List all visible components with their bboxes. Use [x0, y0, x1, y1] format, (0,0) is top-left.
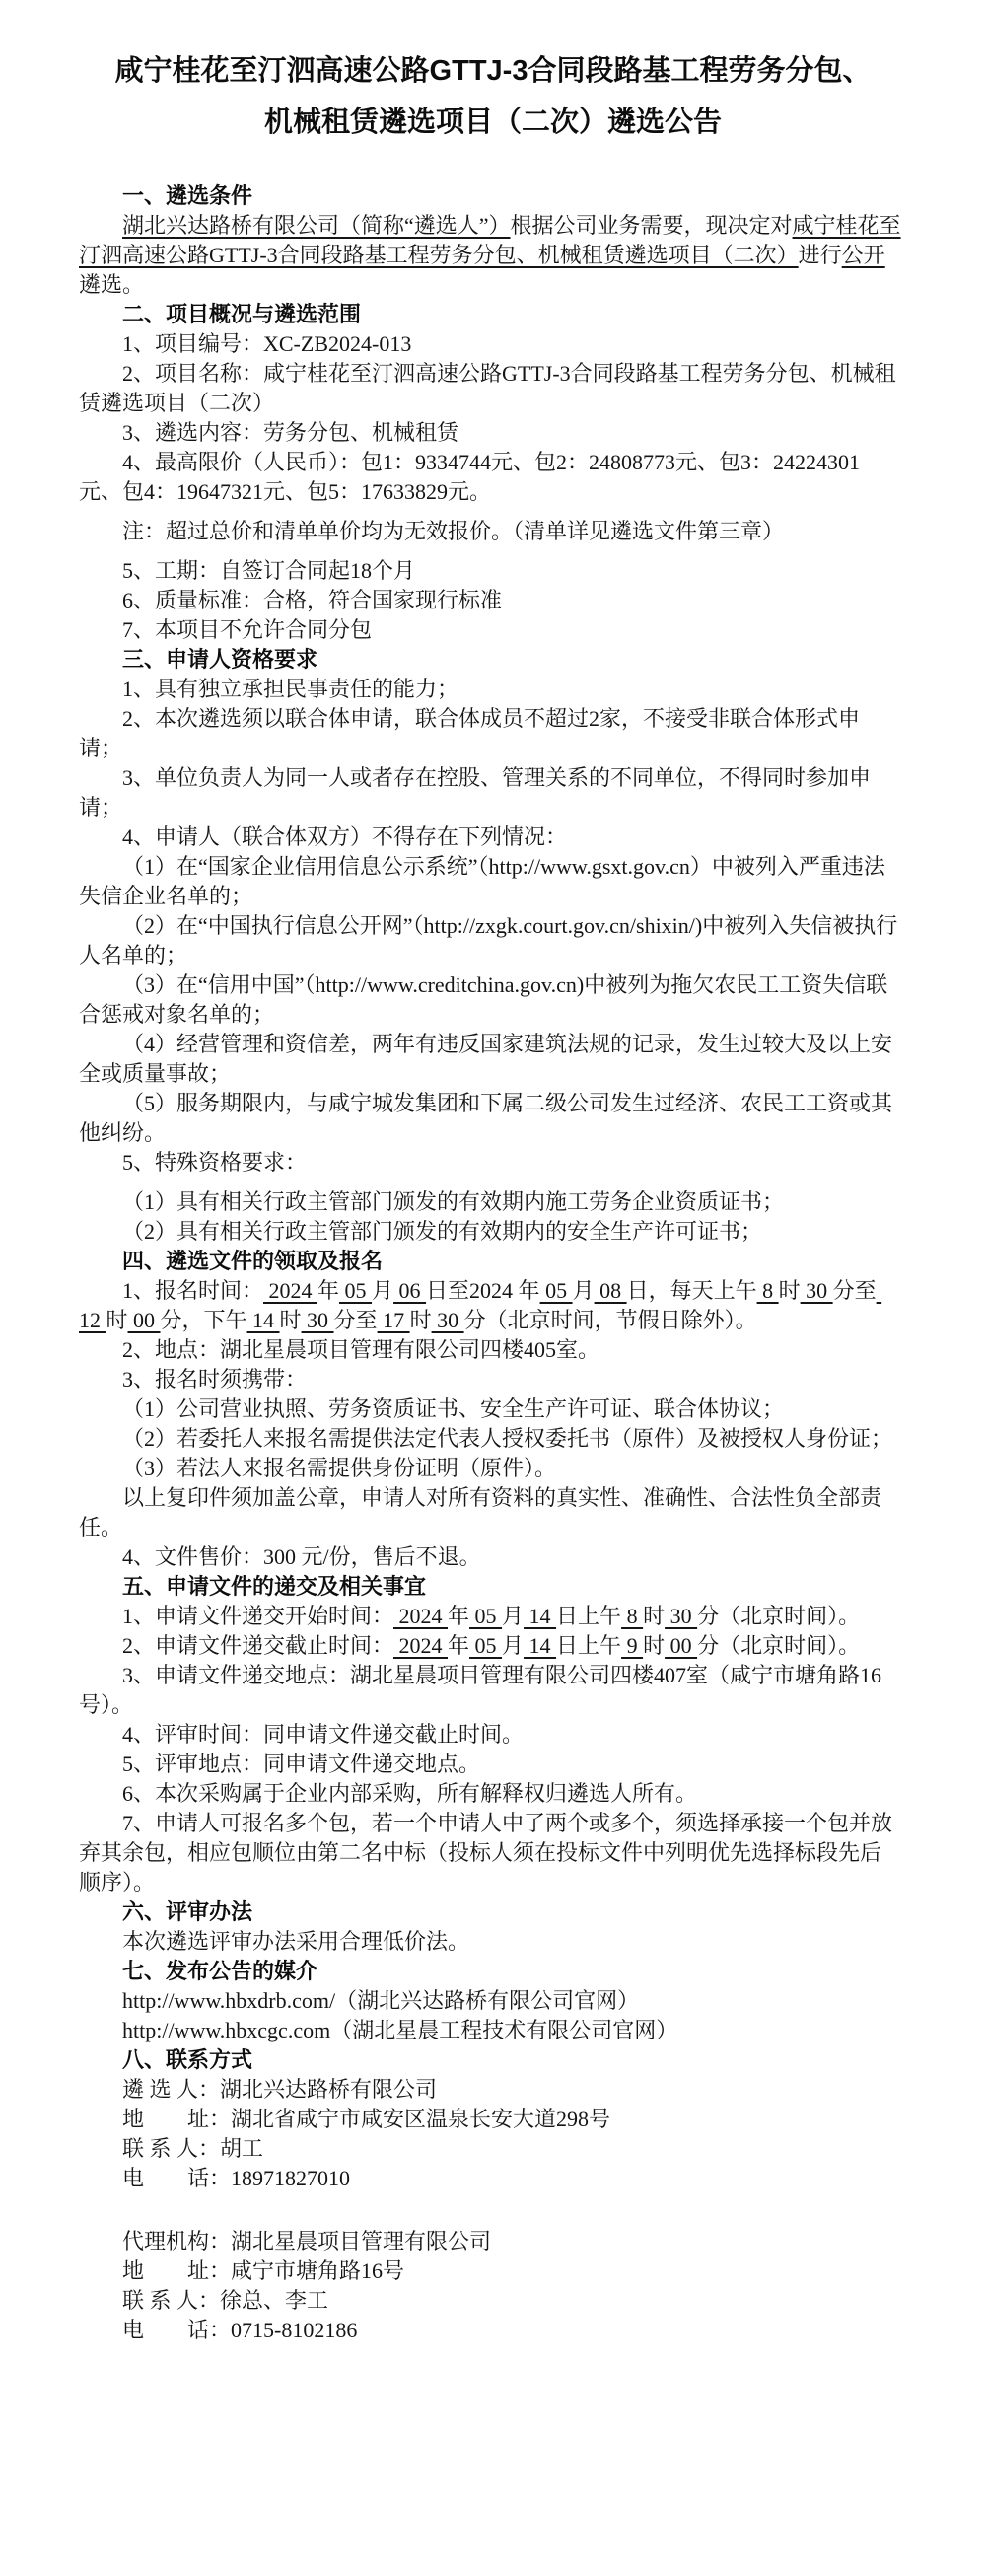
item-project-number	[79, 329, 901, 359]
qualification-item-5-1	[79, 1187, 901, 1217]
text-run: 代理机构：湖北星晨项目管理有限公司	[122, 2229, 492, 2254]
text-run: （4）经营管理和资信差，两年有违反国家建筑法规的记录，发生过较大及以上安全或质量事故；	[79, 1032, 893, 1086]
underlined-text-run: 08	[594, 1278, 627, 1303]
text-run: 遴选。	[79, 272, 145, 297]
document-price	[79, 1542, 901, 1572]
text-run: 5、工期：自签订合同起18个月	[122, 558, 416, 583]
registration-bring-3	[79, 1454, 901, 1483]
contact-selector-phone	[79, 2164, 901, 2193]
text-run: 六、评审办法	[122, 1899, 253, 1924]
registration-place	[79, 1335, 901, 1365]
contact-selector-address	[79, 2105, 901, 2134]
text-run: 以上复印件须加盖公章，申请人对所有资料的真实性、准确性、合法性负全部责任。	[79, 1485, 882, 1539]
section-1-heading	[79, 181, 901, 211]
contact-selector	[79, 2075, 901, 2105]
text-run: 八、联系方式	[122, 2047, 253, 2072]
underlined-text-run: 咸宁桂花至汀泗高速公路GTTJ-3合同段路基工程劳务分包、机械租赁遴选项目（二次）	[79, 213, 901, 267]
text-run: 根据公司业务需要，现决定对	[510, 213, 793, 238]
text-run: （1）公司营业执照、劳务资质证书、安全生产许可证、联合体协议；	[122, 1396, 785, 1421]
underlined-text-run: 2024	[263, 1278, 318, 1303]
text-run: 四、遴选文件的领取及报名	[122, 1249, 384, 1273]
selection-condition-paragraph	[79, 211, 901, 300]
text-run: （3）若法人来报名需提供身份证明（原件）。	[122, 1456, 557, 1480]
text-run: 4、申请人（联合体双方）不得存在下列情况：	[122, 824, 568, 849]
text-run: 时	[778, 1278, 801, 1303]
text-run: 进行	[798, 243, 842, 267]
underlined-text-run: 30	[800, 1278, 833, 1303]
underlined-text-run: 05	[539, 1278, 573, 1303]
text-run: 电 话：0715-8102186	[122, 2318, 358, 2342]
section-2-heading	[79, 300, 901, 329]
underlined-text-run: 06	[393, 1278, 427, 1303]
text-run: 分，下午	[160, 1308, 247, 1332]
text-run: 三、申请人资格要求	[122, 647, 318, 672]
text-run: 5、评审地点：同申请文件递交地点。	[122, 1752, 481, 1776]
qualification-item-4	[79, 823, 901, 852]
text-run: 3、申请文件递交地点：湖北星晨项目管理有限公司四楼407室（咸宁市塘角路16号）。	[79, 1663, 882, 1717]
text-run: 注：超过总价和清单单价均为无效报价。（清单详见遴选文件第三章）	[122, 519, 785, 543]
text-run: 2、地点：湖北星晨项目管理有限公司四楼405室。	[122, 1337, 600, 1362]
section-8-heading	[79, 2045, 901, 2075]
document-body	[0, 148, 986, 2424]
text-run: 联 系 人：徐总、李工	[122, 2288, 329, 2313]
text-run: 时	[409, 1308, 432, 1332]
underlined-text-run: 公开	[841, 243, 885, 267]
underlined-text-run: 14	[246, 1308, 280, 1332]
text-run: 日上午	[556, 1604, 622, 1628]
text-run: 联 系 人：胡工	[122, 2136, 264, 2161]
text-run: 本次遴选评审办法采用合理低价法。	[122, 1929, 470, 1954]
underlined-text-run: 14	[524, 1604, 557, 1628]
item-price-ceiling	[79, 448, 901, 507]
qualification-item-4-3	[79, 970, 901, 1030]
section-6-heading	[79, 1897, 901, 1927]
qualification-item-2	[79, 704, 901, 763]
submit-start-time	[79, 1602, 901, 1631]
qualification-item-1	[79, 675, 901, 704]
text-run: 日上午	[556, 1633, 622, 1658]
item-project-name	[79, 359, 901, 418]
text-run: 分（北京时间）。	[697, 1633, 861, 1658]
text-run: 遴 选 人：湖北兴达路桥有限公司	[122, 2077, 438, 2102]
text-run: 五、申请文件的递交及相关事宜	[122, 1574, 427, 1599]
registration-bring-1	[79, 1395, 901, 1424]
text-run: 月	[502, 1604, 525, 1628]
text-run: 年	[448, 1633, 470, 1658]
qualification-item-4-5	[79, 1089, 901, 1148]
qualification-item-4-1	[79, 852, 901, 911]
text-run: 年	[317, 1278, 340, 1303]
text-run: 七、发布公告的媒介	[122, 1959, 318, 1983]
contact-agency	[79, 2227, 901, 2256]
item-quality-standard	[79, 586, 901, 615]
underlined-text-run: 9	[621, 1633, 644, 1658]
registration-bring-2	[79, 1424, 901, 1454]
text-run: 3、单位负责人为同一人或者存在控股、管理关系的不同单位，不得同时参加申请；	[79, 765, 872, 820]
contact-agency-phone	[79, 2316, 901, 2345]
underlined-text-run: 8	[621, 1604, 644, 1628]
text-run: 分至	[832, 1278, 877, 1303]
section-7-heading	[79, 1957, 901, 1986]
underlined-text-run: 14	[524, 1633, 557, 1658]
text-run: 月	[372, 1278, 394, 1303]
text-run: 1、申请文件递交开始时间：	[122, 1604, 394, 1628]
registration-time	[79, 1276, 901, 1335]
text-run: 4、评审时间：同申请文件递交截止时间。	[122, 1722, 525, 1747]
qualification-item-3	[79, 763, 901, 823]
text-run: 时	[643, 1604, 666, 1628]
underlined-text-run: 30	[301, 1308, 334, 1332]
text-run: 地 址：咸宁市塘角路16号	[122, 2258, 405, 2283]
qualification-item-5	[79, 1148, 901, 1178]
publish-media-url-1	[79, 1986, 901, 2016]
text-run: 年	[448, 1604, 470, 1628]
section-5-heading	[79, 1572, 901, 1602]
text-run: 2、本次遴选须以联合体申请，联合体成员不超过2家，不接受非联合体形式申请；	[79, 706, 861, 760]
review-time	[79, 1720, 901, 1750]
publish-media-url-2	[79, 2016, 901, 2045]
submit-deadline-time	[79, 1631, 901, 1661]
text-run: 4、文件售价：300 元/份，售后不退。	[122, 1544, 481, 1569]
document-title-line-1: 咸宁桂花至汀泗高速公路GTTJ-3合同段路基工程劳务分包、	[114, 55, 872, 87]
underlined-text-run: 05	[469, 1604, 503, 1628]
text-run: 1、项目编号：XC-ZB2024-013	[122, 331, 412, 356]
underlined-text-run: 30	[665, 1604, 698, 1628]
review-method	[79, 1927, 901, 1957]
contact-agency-address	[79, 2256, 901, 2286]
registration-bring	[79, 1365, 901, 1395]
underlined-text-run: 12	[79, 1278, 882, 1332]
qualification-item-5-2	[79, 1217, 901, 1247]
contact-agency-person	[79, 2286, 901, 2316]
text-run: 3、报名时须携带：	[122, 1367, 308, 1392]
qualification-item-4-2	[79, 911, 901, 970]
underlined-text-run: 00	[127, 1308, 161, 1332]
text-run: 日至2024 年	[426, 1278, 540, 1303]
text-run: 月	[572, 1278, 595, 1303]
text-run: 7、本项目不允许合同分包	[122, 617, 373, 642]
section-3-heading	[79, 645, 901, 675]
text-run: 2、申请文件递交截止时间：	[122, 1633, 394, 1658]
text-run: 时	[279, 1308, 302, 1332]
text-run: 4、最高限价（人民币）：包1：9334744元、包2：24808773元、包3：24224301元、包4：19647321元、包5：17633829元。	[79, 450, 861, 504]
text-run: 2、项目名称：咸宁桂花至汀泗高速公路GTTJ-3合同段路基工程劳务分包、机械租赁遴选项目（二次）	[79, 361, 896, 415]
text-run: 6、本次采购属于企业内部采购，所有解释权归遴选人所有。	[122, 1781, 698, 1806]
underlined-text-run: 2024	[393, 1633, 449, 1658]
contact-selector-person	[79, 2134, 901, 2164]
text-run: http://www.hbxcgc.com（湖北星晨工程技术有限公司官网）	[122, 2018, 678, 2042]
text-run: 月	[502, 1633, 525, 1658]
text-run: 3、遴选内容：劳务分包、机械租赁	[122, 420, 459, 445]
text-run: 日，每天上午	[626, 1278, 757, 1303]
text-run: （5）服务期限内，与咸宁城发集团和下属二级公司发生过经济、农民工工资或其他纠纷。	[79, 1091, 893, 1145]
text-run: （1）在“国家企业信用信息公示系统”（http://www.gsxt.gov.cn）中被列入严重违法失信企业名单的；	[79, 854, 885, 908]
text-run: 5、特殊资格要求：	[122, 1150, 308, 1175]
copy-seal-note	[79, 1483, 901, 1542]
text-run: 分至	[333, 1308, 378, 1332]
text-run: （3）在“信用中国”（http://www.creditchina.gov.cn)中被列为拖欠农民工工资失信联合惩戒对象名单的；	[79, 972, 888, 1027]
text-run: http://www.hbxdrb.com/（湖北兴达路桥有限公司官网）	[122, 1988, 640, 2013]
underlined-text-run: 17	[377, 1308, 410, 1332]
multi-package-rule	[79, 1809, 901, 1897]
internal-procurement-note	[79, 1779, 901, 1809]
text-run: （2）在“中国执行信息公开网”（http://zxgk.court.gov.cn/shixin/)中被列入失信被执行人名单的；	[79, 913, 898, 967]
underlined-text-run: 湖北兴达路桥有限公司（简称“遴选人”）	[122, 213, 511, 238]
text-run: 6、质量标准：合格，符合国家现行标准	[122, 588, 503, 612]
text-run: 时	[643, 1633, 666, 1658]
text-run: 地 址：湖北省咸宁市咸安区温泉长安大道298号	[122, 2107, 611, 2131]
text-run: 1、报名时间：	[122, 1278, 264, 1303]
submit-place	[79, 1661, 901, 1720]
underlined-text-run: 05	[339, 1278, 373, 1303]
text-run: 7、申请人可报名多个包，若一个申请人中了两个或多个，须选择承接一个包并放弃其余包，相应包顺位由第二名中标（投标人须在投标文件中列明优先选择标段先后顺序）。	[79, 1811, 893, 1895]
underlined-text-run: 05	[469, 1633, 503, 1658]
item-price-note	[79, 517, 901, 546]
text-run: 分（北京时间，节假日除外）。	[463, 1308, 757, 1332]
review-place	[79, 1750, 901, 1779]
text-run: 二、项目概况与遴选范围	[122, 302, 362, 326]
underlined-text-run: 00	[665, 1633, 698, 1658]
underlined-text-run: 2024	[393, 1604, 449, 1628]
item-duration	[79, 556, 901, 586]
text-run: 一、遴选条件	[122, 183, 253, 208]
underlined-text-run: 8	[756, 1278, 779, 1303]
text-run: （2）具有相关行政主管部门颁发的有效期内的安全生产许可证书；	[122, 1219, 763, 1244]
document-title-line-2: 机械租赁遴选项目（二次）遴选公告	[263, 107, 722, 138]
section-4-heading	[79, 1247, 901, 1276]
underlined-text-run: 30	[431, 1308, 464, 1332]
text-run: 电 话：18971827010	[122, 2166, 351, 2190]
qualification-item-4-4	[79, 1030, 901, 1089]
text-run: （2）若委托人来报名需提供法定代表人授权委托书（原件）及被授权人身份证；	[122, 1426, 893, 1451]
document-title	[0, 0, 986, 148]
text-run: 时	[106, 1308, 128, 1332]
text-run: 1、具有独立承担民事责任的能力；	[122, 677, 459, 701]
item-selection-content	[79, 418, 901, 448]
text-run: 分（北京时间）。	[697, 1604, 861, 1628]
item-no-subcontract	[79, 615, 901, 645]
text-run: （1）具有相关行政主管部门颁发的有效期内施工劳务企业资质证书；	[122, 1189, 785, 1214]
